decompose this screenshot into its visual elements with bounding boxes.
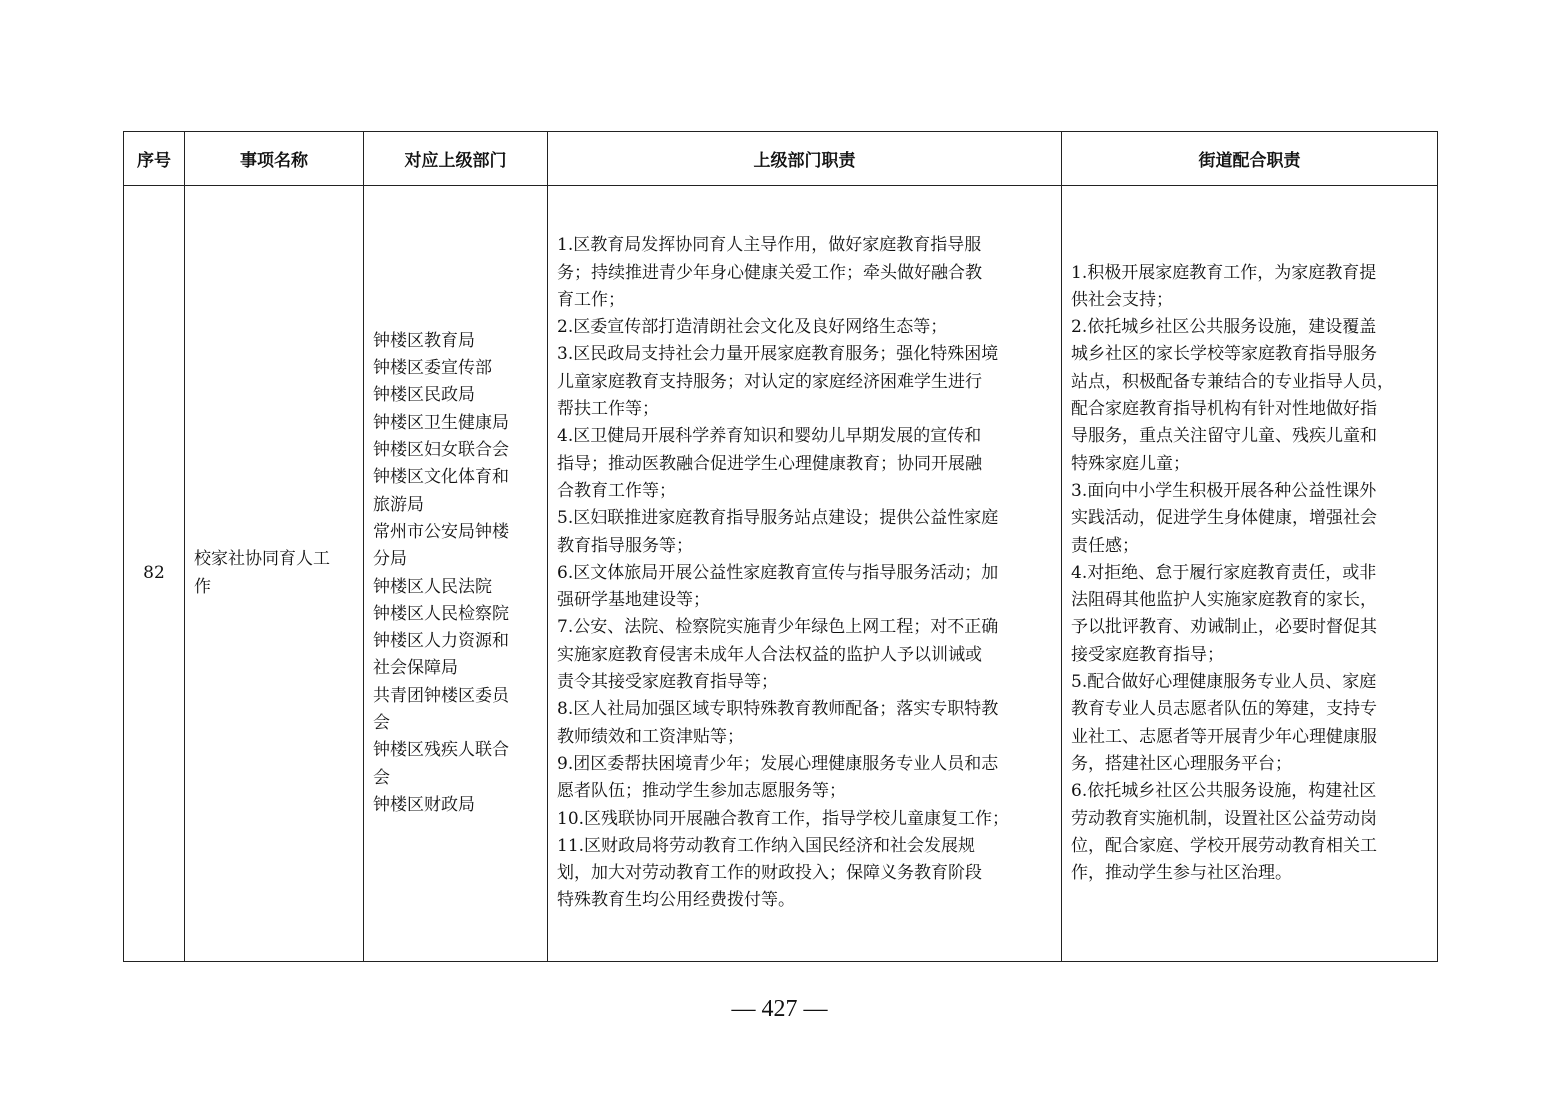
text-line: 育工作；: [557, 289, 625, 310]
text-line: 责任感；: [1071, 535, 1139, 556]
header-street-duty: 街道配合职责: [1062, 132, 1438, 186]
text-line: 4.对拒绝、怠于履行家庭教育责任，或非: [1071, 562, 1377, 583]
text-line: 1.积极开展家庭教育工作，为家庭教育提: [1071, 262, 1377, 283]
text-line: 特殊教育生均公用经费拨付等。: [557, 890, 795, 911]
text-line: 愿者队伍；推动学生参加志愿服务等；: [557, 781, 846, 802]
text-line: 帮扶工作等；: [557, 399, 659, 420]
header-num: 序号: [124, 132, 185, 186]
cell-superior-duty: [548, 186, 1062, 962]
text-line: 5.区妇联推进家庭教育指导服务站点建设；提供公益性家庭: [557, 508, 999, 529]
text-line: 业社工、志愿者等开展青少年心理健康服: [1071, 726, 1377, 747]
text-line: 特殊家庭儿童；: [1071, 453, 1190, 474]
text-line: 作: [194, 576, 211, 597]
text-line: 责令其接受家庭教育指导等；: [557, 672, 778, 693]
text-line: 钟楼区人民检察院: [373, 603, 509, 624]
text-line: 钟楼区人民法院: [373, 576, 492, 597]
text-line: 会: [373, 712, 390, 733]
text-line: 钟楼区委宣传部: [373, 358, 492, 379]
text-line: 钟楼区教育局: [373, 330, 475, 351]
text-line: 2.区委宣传部打造清朗社会文化及良好网络生态等；: [557, 317, 948, 338]
text-line: 指导；推动医教融合促进学生心理健康教育；协同开展融: [557, 453, 982, 474]
text-line: 常州市公安局钟楼: [373, 521, 509, 542]
text-line: 法阻碍其他监护人实施家庭教育的家长，: [1071, 590, 1377, 611]
text-line: 钟楼区卫生健康局: [373, 412, 509, 433]
duty-table: [123, 131, 1438, 962]
text-line: 社会保障局: [373, 658, 458, 679]
header-item-name: 事项名称: [185, 132, 364, 186]
text-line: 务，搭建社区心理服务平台；: [1071, 753, 1292, 774]
text-line: 导服务，重点关注留守儿童、残疾儿童和: [1071, 426, 1377, 447]
text-line: 旅游局: [373, 494, 424, 515]
text-line: 2.依托城乡社区公共服务设施，建设覆盖: [1071, 317, 1377, 338]
text-line: 5.配合做好心理健康服务专业人员、家庭: [1071, 672, 1377, 693]
cell-street-duty: [1062, 186, 1438, 962]
text-line: 8.区人社局加强区域专职特殊教育教师配备；落实专职特教: [557, 699, 999, 720]
text-line: 分局: [373, 549, 407, 570]
cell-superior-dept: [364, 186, 548, 962]
text-line: 实施家庭教育侵害未成年人合法权益的监护人予以训诫或: [557, 644, 982, 665]
text-line: 6.依托城乡社区公共服务设施，构建社区: [1071, 781, 1377, 802]
text-line: 强研学基地建设等；: [557, 590, 710, 611]
text-line: 校家社协同育人工: [194, 549, 330, 570]
text-line: 1.区教育局发挥协同育人主导作用，做好家庭教育指导服: [557, 235, 982, 256]
text-line: 3.区民政局支持社会力量开展家庭教育服务；强化特殊困境: [557, 344, 999, 365]
text-line: 钟楼区民政局: [373, 385, 475, 406]
text-line: 合教育工作等；: [557, 480, 676, 501]
text-line: 划，加大对劳动教育工作的财政投入；保障义务教育阶段: [557, 863, 982, 884]
text-line: 实践活动，促进学生身体健康，增强社会: [1071, 508, 1377, 529]
cell-num: 82: [124, 186, 185, 962]
text-line: 7.公安、法院、检察院实施青少年绿色上网工程；对不正确: [557, 617, 999, 638]
text-line: 位，配合家庭、学校开展劳动教育相关工: [1071, 835, 1377, 856]
text-line: 钟楼区妇女联合会: [373, 440, 509, 461]
page-number: — 427 —: [731, 996, 828, 1022]
text-line: 3.面向中小学生积极开展各种公益性课外: [1071, 480, 1377, 501]
text-line: 供社会支持；: [1071, 289, 1173, 310]
text-line: 10.区残联协同开展融合教育工作，指导学校儿童康复工作；: [557, 808, 1010, 829]
text-line: 配合家庭教育指导机构有针对性地做好指: [1071, 399, 1377, 420]
text-line: 钟楼区人力资源和: [373, 631, 509, 652]
text-line: 接受家庭教育指导；: [1071, 644, 1224, 665]
text-line: 城乡社区的家长学校等家庭教育指导服务: [1071, 344, 1377, 365]
text-line: 教师绩效和工资津贴等；: [557, 726, 744, 747]
text-line: 儿童家庭教育支持服务；对认定的家庭经济困难学生进行: [557, 371, 982, 392]
text-line: 9.团区委帮扶困境青少年；发展心理健康服务专业人员和志: [557, 753, 999, 774]
text-line: 钟楼区文化体育和: [373, 467, 509, 488]
text-line: 会: [373, 767, 390, 788]
text-line: 教育专业人员志愿者队伍的筹建，支持专: [1071, 699, 1377, 720]
text-line: 4.区卫健局开展科学养育知识和婴幼儿早期发展的宣传和: [557, 426, 982, 447]
text-line: 钟楼区财政局: [373, 794, 475, 815]
table-row: [124, 186, 1438, 962]
header-superior-duty: 上级部门职责: [548, 132, 1062, 186]
header-superior-dept: 对应上级部门: [364, 132, 548, 186]
table-header-row: [124, 132, 1438, 186]
text-line: 共青团钟楼区委员: [373, 685, 509, 706]
text-line: 6.区文体旅局开展公益性家庭教育宣传与指导服务活动；加: [557, 562, 999, 583]
text-line: 钟楼区残疾人联合: [373, 740, 509, 761]
text-line: 作，推动学生参与社区治理。: [1071, 863, 1292, 884]
cell-item-name: [185, 186, 364, 962]
text-line: 予以批评教育、劝诫制止，必要时督促其: [1071, 617, 1377, 638]
text-line: 站点，积极配备专兼结合的专业指导人员，: [1071, 371, 1394, 392]
text-line: 劳动教育实施机制，设置社区公益劳动岗: [1071, 808, 1377, 829]
text-line: 11.区财政局将劳动教育工作纳入国民经济和社会发展规: [557, 835, 976, 856]
text-line: 务；持续推进青少年身心健康关爱工作；牵头做好融合教: [557, 262, 982, 283]
text-line: 教育指导服务等；: [557, 535, 693, 556]
